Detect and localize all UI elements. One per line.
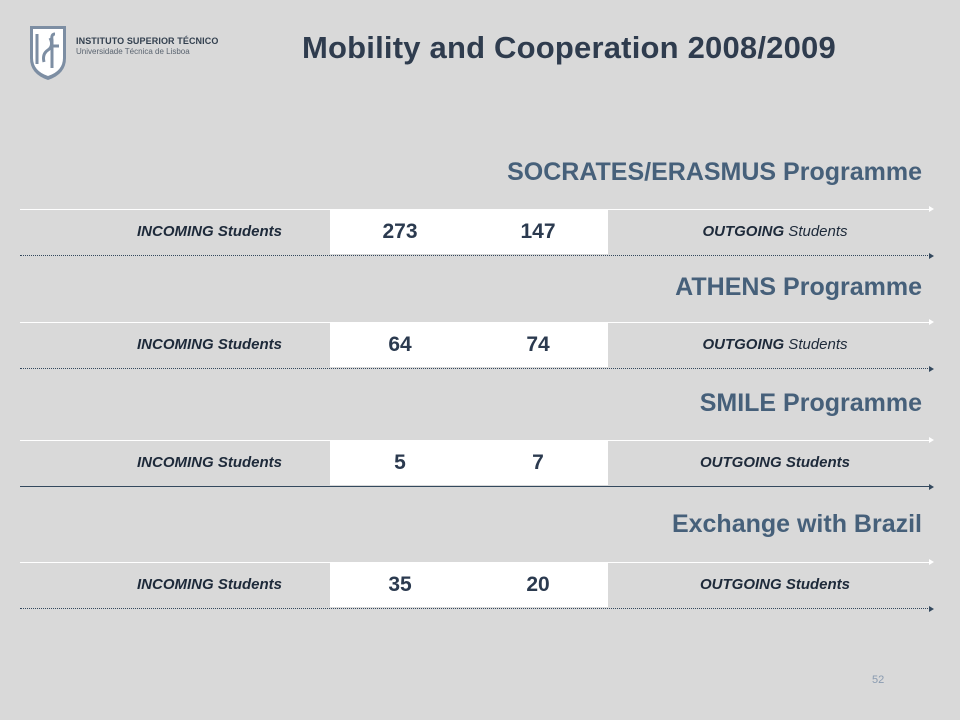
outgoing-label <box>630 563 920 607</box>
row-divider <box>20 486 932 487</box>
incoming-label: INCOMING Students <box>137 576 282 593</box>
programme-title-athens: ATHENS Programme <box>675 273 922 301</box>
outgoing-value: 7 <box>532 451 544 474</box>
incoming-value: 5 <box>394 451 406 474</box>
programme-title-smile: SMILE Programme <box>699 389 922 417</box>
row-divider <box>20 368 932 369</box>
logo <box>28 24 218 82</box>
arrow-head-icon <box>929 366 934 372</box>
outgoing-label-bold: OUTGOING <box>702 336 785 353</box>
incoming-label: INCOMING Students <box>137 223 282 240</box>
outgoing-label <box>630 441 920 485</box>
arrow-head-icon <box>929 437 934 443</box>
incoming-label: INCOMING Students <box>137 454 282 471</box>
page-number: 52 <box>872 674 885 686</box>
programme-title-brazil: Exchange with Brazil <box>671 510 922 538</box>
incoming-value: 273 <box>382 220 418 243</box>
arrow-head-icon <box>929 253 934 259</box>
arrow-head-icon <box>929 559 934 565</box>
arrow-head-icon <box>929 319 934 325</box>
outgoing-label-bold: OUTGOING Students <box>700 576 850 593</box>
row-divider <box>20 608 932 609</box>
page-title: Mobility and Cooperation 2008/2009 <box>302 30 836 65</box>
outgoing-label-bold: OUTGOING <box>702 223 785 240</box>
incoming-value: 64 <box>388 333 412 356</box>
university-name: Universidade Técnica de Lisboa <box>76 47 190 56</box>
programme-row-athens <box>20 322 932 368</box>
outgoing-label <box>630 323 920 367</box>
row-divider <box>20 255 932 256</box>
outgoing-value: 74 <box>526 333 550 356</box>
outgoing-label-rest: Students <box>784 336 848 353</box>
programme-row-smile <box>20 440 932 486</box>
outgoing-label <box>630 210 920 254</box>
arrow-head-icon <box>929 206 934 212</box>
outgoing-value: 20 <box>526 573 550 596</box>
arrow-head-icon <box>929 484 934 490</box>
programme-title-socrates: SOCRATES/ERASMUS Programme <box>507 158 922 186</box>
programme-row-socrates <box>20 209 932 255</box>
programme-row-brazil <box>20 562 932 608</box>
institution-name: INSTITUTO SUPERIOR TÉCNICO <box>76 36 219 46</box>
outgoing-label-rest: Students <box>784 223 848 240</box>
incoming-value: 35 <box>388 573 412 596</box>
ist-shield-logo-icon <box>28 24 68 82</box>
outgoing-value: 147 <box>520 220 556 243</box>
outgoing-label-bold: OUTGOING Students <box>700 454 850 471</box>
incoming-label: INCOMING Students <box>137 336 282 353</box>
arrow-head-icon <box>929 606 934 612</box>
